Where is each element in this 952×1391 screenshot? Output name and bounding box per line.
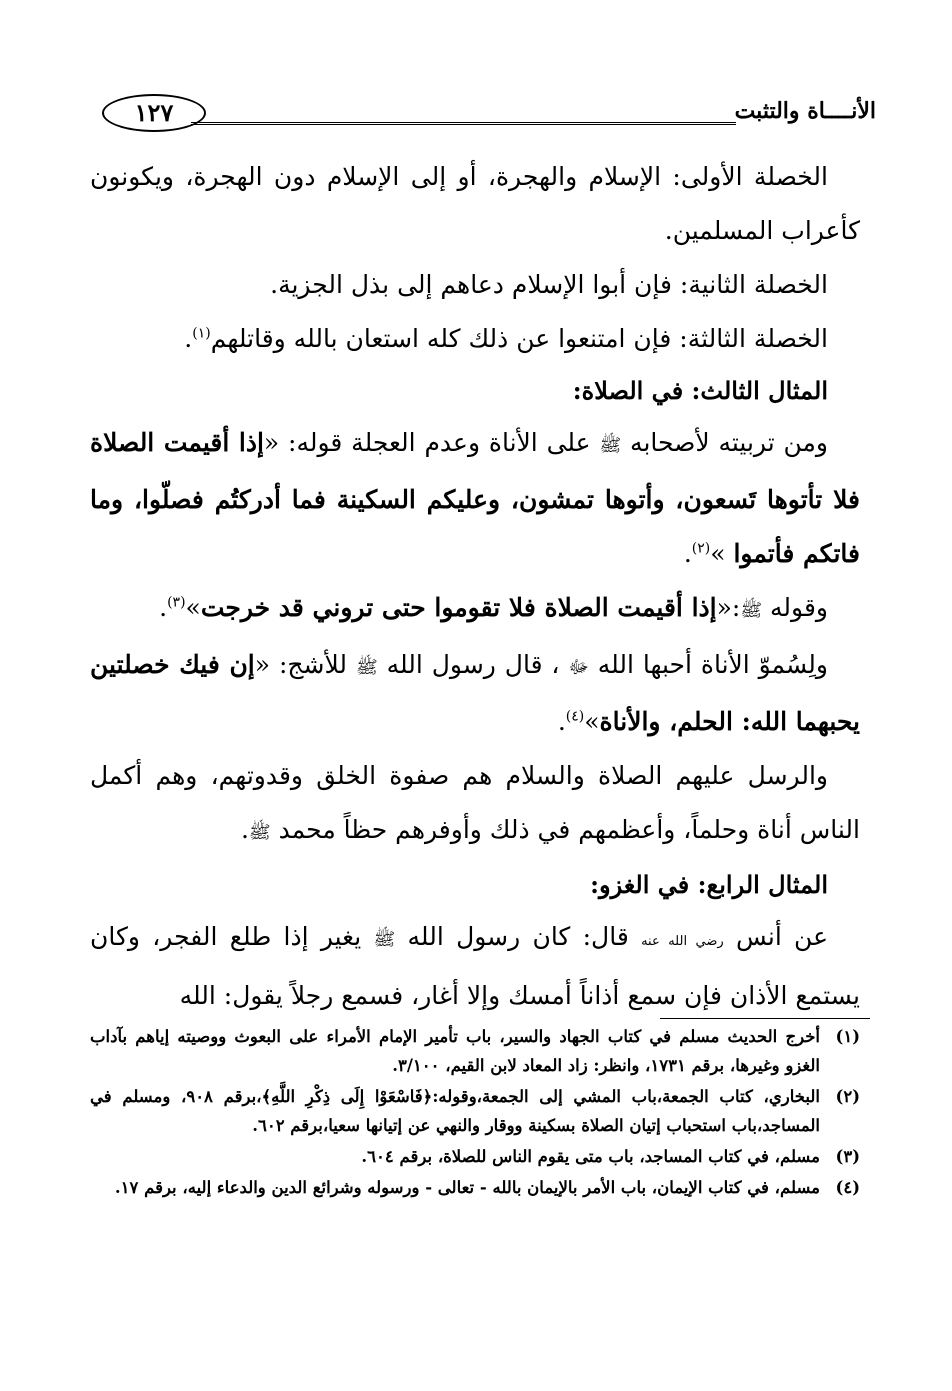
footnote-ref: (٤): [565, 708, 585, 725]
paragraph: [90, 910, 860, 1023]
footnote-text: مسلم، في كتاب الإيمان، باب الأمر بالإيمان بالله - تعالى - ورسوله وشرائع الدين والدعاء إليه، برقم ١٧.: [114, 1178, 820, 1197]
footnote-text: أخرج الحديث مسلم في كتاب الجهاد والسير، باب تأمير الإمام الأمراء على البعوث ووصيته إياهم بآداب الغزو وغيرها، برقم ١٧٣١، وانظر: زاد المعاد لابن القيم، ٣/١٠٠.: [90, 1027, 820, 1075]
salutation-glyph: ﷺ: [740, 600, 763, 621]
section-heading: المثال الثالث: في الصلاة:: [572, 376, 828, 405]
footnotes: [90, 1022, 860, 1204]
salutation-glyph: رضي الله عنه: [641, 934, 724, 949]
footnote-ref: (٣): [167, 594, 186, 611]
quote-mark: »: [710, 539, 726, 568]
salutation-glyph: ﷺ: [355, 657, 378, 678]
text: الخصلة الثالثة: فإن امتنعوا عن ذلك كله استعان بالله وقاتلهم: [210, 324, 828, 353]
footnote-ref: (٢): [691, 540, 711, 557]
paragraph: وقوله ﷺ:«إذا أقيمت الصلاة فلا تقوموا حتى تروني قد خرجت»$^{(٣)}$.: [159, 593, 828, 622]
footnote-number: (٤): [835, 1178, 860, 1197]
footnote: [90, 1022, 860, 1080]
footnote-ref: (١): [192, 325, 211, 342]
footnote-number: (٢): [835, 1087, 860, 1106]
page-header: [96, 92, 876, 136]
footnote: [90, 1173, 860, 1202]
paragraph: والرسل عليهم الصلاة والسلام هم صفوة الخلق وقدوتهم، وهم أكمل الناس أناة وحلماً، وأعظمهم في ذلك وأوفرهم حظاً محمد ﷺ.: [90, 761, 860, 844]
footnote: [90, 1142, 860, 1171]
text: ، قال رسول الله: [386, 650, 560, 679]
paragraph: الخصلة الثالثة: فإن امتنعوا عن ذلك كله استعان بالله وقاتلهم$^{(١)}$.: [184, 324, 828, 353]
salutation-glyph: ﷻ: [568, 657, 589, 678]
footnote-text: البخاري، كتاب الجمعة،باب المشي إلى الجمعة،وقوله:﴿فَاسْعَوْا إِلَى ذِكْرِ اللَّهِ﴾،برقم ٩٠٨، ومسلم في المساجد،باب استحباب إتيان الصلاة بسكينة ووقار والنهي عن إتيانها سعيا،برقم ٦٠٢.: [90, 1087, 820, 1135]
quote-mark: »: [584, 707, 600, 736]
header-rule: [191, 122, 736, 125]
salutation-glyph: ﷺ: [599, 435, 622, 456]
hadith-quote: إن فيك خصلتين يحبهما الله: الحلم، والأناة: [90, 650, 860, 736]
footnote-number: (١): [835, 1027, 860, 1046]
text: والرسل عليهم الصلاة والسلام هم صفوة الخلق وقدوتهم، وهم أكمل الناس أناة وحلماً، وأعظمهم في ذلك وأوفرهم حظاً محمد: [90, 761, 860, 844]
paragraph: الخصلة الثانية: فإن أبوا الإسلام دعاهم إلى بذل الجزية.: [270, 270, 828, 299]
running-title: الأنــــاة والتثبت: [734, 98, 876, 124]
paragraph: ولِسُموّ الأناة أحبها الله ﷻ ، قال رسول الله ﷺ للأشج: «إن فيك خصلتين يحبهما الله: الحلم، والأناة»$^{(٤)}$.: [90, 650, 860, 736]
page-number: ١٢٧: [102, 94, 206, 132]
text: قال: كان رسول الله: [407, 922, 629, 951]
footnote: [90, 1082, 860, 1140]
text: وقوله: [770, 593, 828, 622]
footnote-text: مسلم، في كتاب المساجد، باب متى يقوم الناس للصلاة، برقم ٦٠٤.: [361, 1147, 820, 1166]
hadith-quote: إذا أقيمت الصلاة فلا تأتوها تَسعون، وأتوها تمشون، وعليكم السكينة فما أدركتُم فصلّوا، وما فاتكم فأتموا: [90, 428, 860, 568]
text: عن أنس: [735, 922, 828, 951]
text: ولِسُموّ الأناة أحبها الله: [597, 650, 829, 679]
text: للأشج: «: [254, 650, 348, 679]
hadith-quote: إذا أقيمت الصلاة فلا تقوموا حتى تروني قد خرجت: [200, 593, 717, 622]
text: يغير إذا طلع الفجر، وكان يستمع الأذان فإن سمع أذاناً أمسك وإلا أغار، فسمع رجلاً يقول: الله: [90, 922, 860, 1010]
salutation-glyph: ﷺ: [373, 929, 396, 950]
salutation-glyph: ﷺ: [248, 822, 271, 843]
quote-mark: :«: [716, 593, 741, 622]
text: ومن تربيته لأصحابه: [630, 428, 829, 457]
footnote-separator: [660, 1018, 870, 1019]
main-text: [90, 150, 860, 1023]
paragraph: ومن تربيته لأصحابه ﷺ على الأناة وعدم العجلة قوله: «إذا أقيمت الصلاة فلا تأتوها تَسعون، وأتوها تمشون، وعليكم السكينة فما أدركتُم فصلّوا، وما فاتكم فأتموا »$^{(٢)}$.: [90, 428, 860, 568]
footnote-number: (٣): [835, 1147, 860, 1166]
section-heading: المثال الرابع: في الغزو:: [590, 870, 828, 899]
paragraph: الخصلة الأولى: الإسلام والهجرة، أو إلى الإسلام دون الهجرة، ويكونون كأعراب المسلمين.: [90, 162, 860, 245]
text: على الأناة وعدم العجلة قوله: «: [263, 428, 591, 457]
quote-mark: »: [185, 593, 201, 622]
